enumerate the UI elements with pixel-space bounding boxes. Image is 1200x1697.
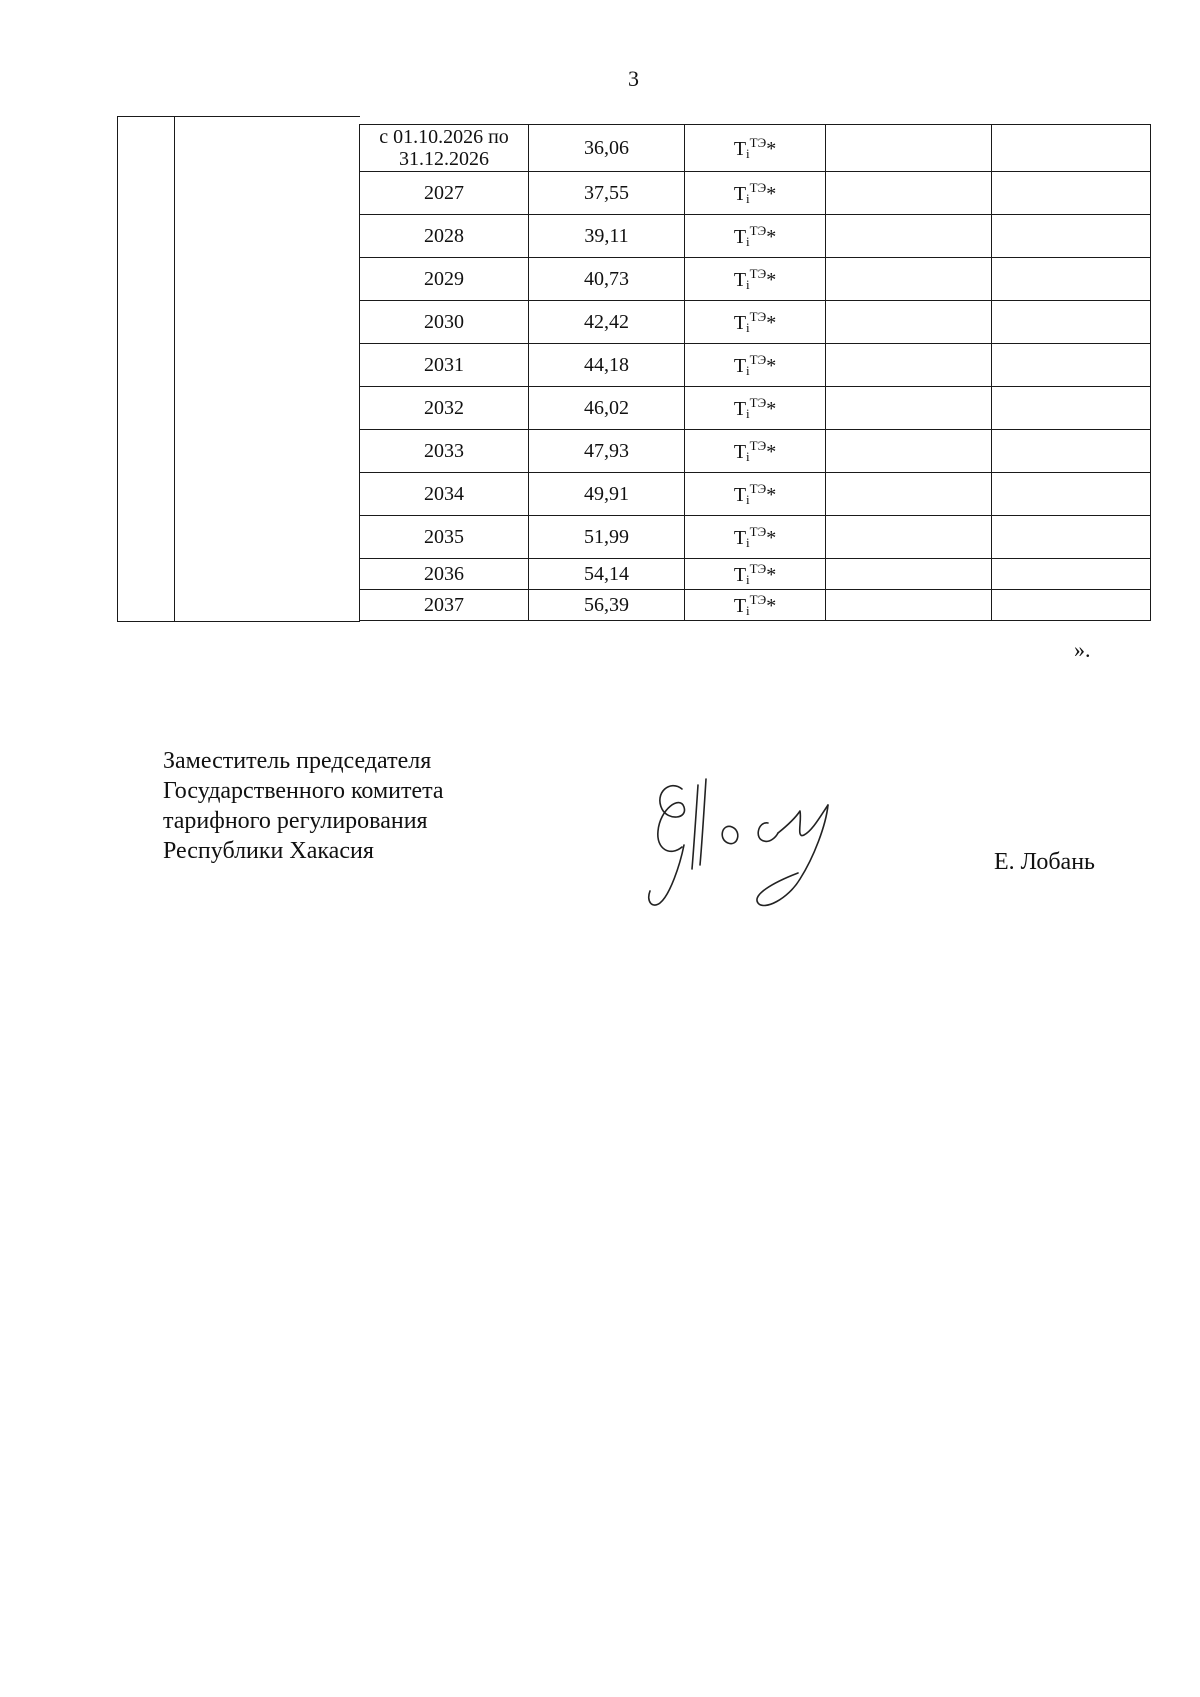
period-cell xyxy=(360,301,529,344)
empty-cell xyxy=(826,559,992,590)
period-text: 2030 xyxy=(424,310,464,333)
formula-superscript: ТЭ xyxy=(749,134,767,150)
tariff-table-body xyxy=(360,125,1151,621)
table-row xyxy=(360,387,1151,430)
formula-subscript: i xyxy=(746,602,750,618)
formula-base: T xyxy=(733,182,747,205)
tariff-value-cell: 37,55 xyxy=(529,172,685,215)
formula-superscript: ТЭ xyxy=(749,480,767,496)
formula-base: T xyxy=(733,526,747,549)
period-text: 2032 xyxy=(424,396,464,419)
tariff-value-cell: 40,73 xyxy=(529,258,685,301)
formula-asterisk: * xyxy=(766,268,777,291)
formula-superscript: ТЭ xyxy=(749,265,767,281)
formula-cell xyxy=(685,172,826,215)
tariff-value-cell: 47,93 xyxy=(529,430,685,473)
period-cell xyxy=(360,125,529,172)
period-cell xyxy=(360,430,529,473)
empty-cell xyxy=(826,430,992,473)
table-row xyxy=(360,430,1151,473)
signer-name: Е. Лобань xyxy=(994,849,1095,875)
table-row xyxy=(360,301,1151,344)
formula-asterisk: * xyxy=(766,311,777,334)
tariff-value-cell: 44,18 xyxy=(529,344,685,387)
formula-asterisk: * xyxy=(766,182,777,205)
formula-subscript: i xyxy=(746,405,750,421)
formula-subscript: i xyxy=(746,534,750,550)
empty-cell xyxy=(992,172,1151,215)
empty-cell xyxy=(992,125,1151,172)
empty-cell xyxy=(992,258,1151,301)
formula-cell xyxy=(685,215,826,258)
table-row xyxy=(360,125,1151,172)
table-row xyxy=(360,258,1151,301)
formula-base: T xyxy=(733,563,747,586)
table-row xyxy=(360,344,1151,387)
formula-subscript: i xyxy=(746,319,750,335)
formula-subscript: i xyxy=(746,233,750,249)
period-text: 2027 xyxy=(424,181,464,204)
formula-subscript: i xyxy=(746,276,750,292)
formula-subscript: i xyxy=(746,190,750,206)
table-left-column-2 xyxy=(174,116,360,622)
signatory-position-line: Республики Хакасия xyxy=(163,838,374,864)
empty-cell xyxy=(992,516,1151,559)
formula-asterisk: * xyxy=(766,397,777,420)
formula-superscript: ТЭ xyxy=(749,308,767,324)
formula-cell xyxy=(685,258,826,301)
formula-cell xyxy=(685,125,826,172)
tariff-value-cell: 51,99 xyxy=(529,516,685,559)
formula-base: T xyxy=(733,483,747,506)
formula-asterisk: * xyxy=(766,483,777,506)
tariff-value-cell: 36,06 xyxy=(529,125,685,172)
formula-base: T xyxy=(733,440,747,463)
period-text: 2037 xyxy=(424,593,464,616)
formula-superscript: ТЭ xyxy=(749,222,767,238)
formula-subscript: i xyxy=(746,491,750,507)
formula-asterisk: * xyxy=(766,526,777,549)
empty-cell xyxy=(826,215,992,258)
formula-base: T xyxy=(733,594,747,617)
tariff-value-cell: 54,14 xyxy=(529,559,685,590)
formula-asterisk: * xyxy=(766,440,777,463)
page-number: 3 xyxy=(628,66,639,91)
empty-cell xyxy=(826,590,992,621)
formula-superscript: ТЭ xyxy=(749,437,767,453)
period-cell xyxy=(360,590,529,621)
formula-asterisk: * xyxy=(766,594,777,617)
formula-cell xyxy=(685,430,826,473)
formula-asterisk: * xyxy=(766,137,777,160)
formula-cell xyxy=(685,387,826,430)
empty-cell xyxy=(992,430,1151,473)
empty-cell xyxy=(826,516,992,559)
tariff-value-cell: 42,42 xyxy=(529,301,685,344)
formula-base: T xyxy=(733,268,747,291)
formula-asterisk: * xyxy=(766,225,777,248)
table-left-column-1 xyxy=(117,116,175,622)
table-row xyxy=(360,559,1151,590)
formula-superscript: ТЭ xyxy=(749,591,767,607)
tariff-value-cell: 49,91 xyxy=(529,473,685,516)
empty-cell xyxy=(826,172,992,215)
tariff-table xyxy=(359,124,1151,621)
formula-superscript: ТЭ xyxy=(749,394,767,410)
formula-superscript: ТЭ xyxy=(749,351,767,367)
table-row xyxy=(360,215,1151,258)
empty-cell xyxy=(992,559,1151,590)
empty-cell xyxy=(992,387,1151,430)
table-row xyxy=(360,516,1151,559)
period-cell xyxy=(360,559,529,590)
signatory-position-line: тарифного регулирования xyxy=(163,808,428,834)
period-cell xyxy=(360,516,529,559)
formula-cell xyxy=(685,301,826,344)
empty-cell xyxy=(826,125,992,172)
empty-cell xyxy=(826,258,992,301)
formula-cell xyxy=(685,516,826,559)
closing-quote: ». xyxy=(1074,637,1091,662)
period-text: 2034 xyxy=(424,482,464,505)
handwritten-signature xyxy=(640,765,880,920)
signatory-position-line: Государственного комитета xyxy=(163,778,444,804)
period-text: 2029 xyxy=(424,267,464,290)
formula-asterisk: * xyxy=(766,354,777,377)
formula-cell xyxy=(685,590,826,621)
formula-base: T xyxy=(733,225,747,248)
period-cell xyxy=(360,473,529,516)
formula-superscript: ТЭ xyxy=(749,560,767,576)
empty-cell xyxy=(992,344,1151,387)
formula-base: T xyxy=(733,397,747,420)
formula-subscript: i xyxy=(746,448,750,464)
period-text: с 01.10.2026 по xyxy=(379,125,509,148)
tariff-value-cell: 46,02 xyxy=(529,387,685,430)
empty-cell xyxy=(992,301,1151,344)
formula-asterisk: * xyxy=(766,563,777,586)
formula-base: T xyxy=(733,311,747,334)
empty-cell xyxy=(826,301,992,344)
period-cell xyxy=(360,172,529,215)
period-text: 2035 xyxy=(424,525,464,548)
table-row xyxy=(360,172,1151,215)
formula-superscript: ТЭ xyxy=(749,179,767,195)
empty-cell xyxy=(992,215,1151,258)
empty-cell xyxy=(826,344,992,387)
tariff-value-cell: 56,39 xyxy=(529,590,685,621)
period-text: 2031 xyxy=(424,353,464,376)
period-cell xyxy=(360,215,529,258)
period-text: 31.12.2026 xyxy=(399,147,489,170)
period-cell xyxy=(360,344,529,387)
signatory-position-line: Заместитель председателя xyxy=(163,748,432,774)
formula-base: T xyxy=(733,354,747,377)
signatory-block xyxy=(163,746,444,866)
formula-subscript: i xyxy=(746,571,750,587)
formula-subscript: i xyxy=(746,362,750,378)
table-row xyxy=(360,473,1151,516)
formula-cell xyxy=(685,559,826,590)
period-text: 2036 xyxy=(424,562,464,585)
formula-cell xyxy=(685,344,826,387)
empty-cell xyxy=(826,387,992,430)
period-cell xyxy=(360,258,529,301)
formula-base: T xyxy=(733,137,747,160)
empty-cell xyxy=(992,473,1151,516)
empty-cell xyxy=(992,590,1151,621)
formula-superscript: ТЭ xyxy=(749,523,767,539)
formula-cell xyxy=(685,473,826,516)
tariff-value-cell: 39,11 xyxy=(529,215,685,258)
period-text: 2033 xyxy=(424,439,464,462)
period-text: 2028 xyxy=(424,224,464,247)
formula-subscript: i xyxy=(746,145,750,161)
period-cell xyxy=(360,387,529,430)
empty-cell xyxy=(826,473,992,516)
table-row xyxy=(360,590,1151,621)
